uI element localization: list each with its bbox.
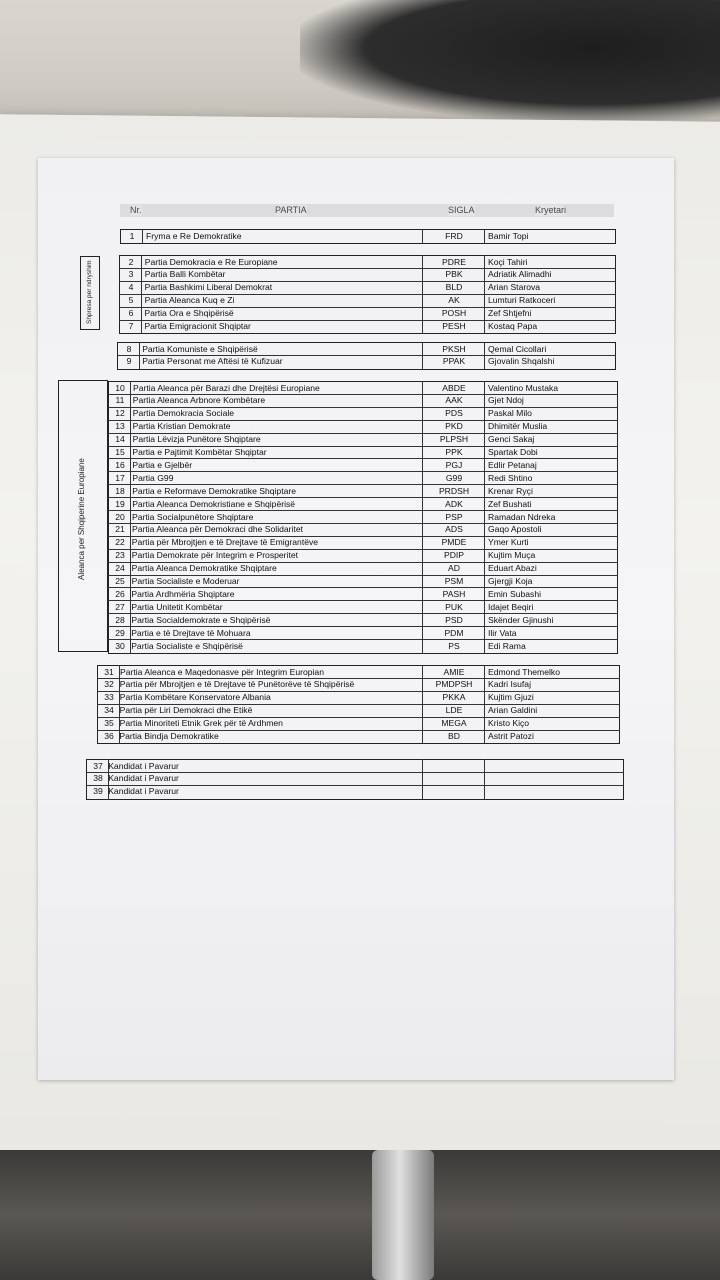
table-row [0, 691, 720, 704]
party-name: Kandidat i Pavarur [108, 773, 179, 784]
party-leader: Ymer Kurti [488, 537, 529, 548]
table-row [0, 627, 720, 640]
party-name: Kandidat i Pavarur [108, 760, 179, 771]
table-row [0, 343, 720, 356]
party-name: Partia G99 [132, 472, 174, 483]
row-divider [108, 613, 618, 614]
party-name: Partia e Pajtimit Kombëtar Shqiptar [132, 447, 267, 457]
party-name: Partia Lëvizja Punëtore Shqiptare [132, 434, 261, 445]
row-number: 3 [128, 269, 134, 280]
party-name: Partia Socialpunëtore Shqiptare [132, 511, 254, 522]
row-number: 31 [104, 666, 114, 677]
party-leader: Ramadan Ndreka [488, 511, 556, 522]
row-divider [108, 562, 618, 563]
table-row [0, 549, 720, 562]
party-leader: Lumturi Ratkoceri [488, 295, 556, 306]
party-leader: Arian Starova [488, 282, 541, 293]
row-divider [108, 433, 618, 434]
row-divider [108, 471, 618, 472]
party-acronym: PASH [442, 588, 466, 599]
row-number: 5 [128, 295, 134, 306]
row-divider [108, 407, 618, 408]
party-acronym: PMDPSH [435, 679, 473, 690]
table-row [0, 575, 720, 588]
party-leader: Genci Sakaj [488, 434, 535, 445]
party-leader: Zef Bushati [488, 498, 532, 509]
party-acronym: ABDE [442, 382, 466, 393]
row-number: 21 [115, 524, 125, 535]
party-name: Partia për Mbrojtjen e të Drejtave të Punëtorëve të Shqipërisë [119, 679, 355, 690]
party-leader: Arian Galdini [488, 705, 538, 716]
row-divider [119, 281, 616, 282]
row-number: 28 [115, 614, 125, 625]
row-divider [108, 446, 618, 447]
party-leader: Edi Rama [488, 640, 526, 651]
party-acronym: MEGA [441, 718, 467, 729]
party-acronym: POSH [441, 308, 467, 319]
row-number: 20 [115, 511, 125, 522]
party-name: Partia Socialiste e Moderuar [131, 576, 240, 586]
row-number: 34 [104, 705, 114, 716]
party-leader: Edmond Themelko [488, 666, 560, 677]
row-number: 24 [115, 563, 125, 574]
table-row [0, 407, 720, 420]
party-acronym: PDS [445, 408, 463, 419]
party-leader: Bamir Topi [488, 230, 529, 241]
row-divider [108, 484, 618, 485]
party-name: Partia Aleanca Demokristiane e Shqipërisë [132, 498, 296, 509]
row-number: 32 [104, 679, 114, 690]
table-row [0, 382, 720, 395]
row-number: 23 [115, 550, 125, 561]
party-acronym: PKD [445, 421, 463, 432]
party-name: Partia e Reformave Demokratike Shqiptare [132, 485, 297, 496]
row-divider [108, 510, 618, 511]
row-number: 37 [93, 760, 103, 771]
party-acronym: BLD [445, 282, 463, 293]
party-name: Partia Kombëtare Konservatore Albania [119, 692, 271, 703]
table-row [0, 485, 720, 498]
row-divider [119, 320, 616, 321]
table-row [0, 678, 720, 691]
party-name: Partia Kristian Demokrate [132, 421, 231, 432]
party-acronym: PGJ [445, 459, 463, 470]
table-row [0, 588, 720, 601]
party-leader: Koçi Tahiri [488, 256, 528, 267]
table-row [0, 355, 720, 368]
party-acronym: AAK [445, 395, 463, 406]
table-row [0, 498, 720, 511]
party-acronym: AD [448, 563, 460, 574]
row-divider [108, 458, 618, 459]
party-name: Partia Demokracia Sociale [132, 408, 235, 419]
table-row [0, 230, 720, 243]
party-leader: Qemal Cicollari [488, 343, 547, 354]
party-leader: Kujtim Muça [488, 550, 536, 561]
row-number: 8 [126, 343, 132, 354]
row-number: 33 [104, 692, 114, 703]
table-row [0, 772, 720, 785]
party-acronym: PS [448, 640, 460, 651]
party-acronym: PSD [445, 614, 463, 625]
party-leader: Edlir Petanaj [488, 459, 537, 470]
party-leader: Gjergji Koja [488, 576, 533, 586]
row-number: 38 [93, 773, 103, 784]
table-row [0, 307, 720, 320]
party-leader: Dhimitër Muslia [488, 421, 548, 432]
row-divider [108, 587, 618, 588]
row-divider [117, 355, 616, 356]
party-acronym: G99 [445, 472, 463, 483]
party-name: Partia e të Drejtave të Mohuara [131, 627, 251, 638]
background-object [300, 0, 720, 120]
row-divider [86, 772, 624, 773]
party-name: Partia Balli Kombëtar [144, 269, 226, 280]
party-acronym: PDRE [442, 256, 466, 267]
row-number: 18 [115, 485, 125, 496]
table-row [0, 446, 720, 459]
header-kryetari: Kryetari [535, 205, 567, 215]
party-leader: Emin Subashi [488, 588, 542, 599]
party-leader: Spartak Dobi [488, 447, 538, 457]
party-name: Partia Socialdemokrate e Shqipërisë [131, 614, 271, 625]
row-number: 17 [115, 472, 125, 483]
row-number: 19 [115, 498, 125, 509]
party-name: Partia Emigracionit Shqiptar [144, 321, 251, 331]
party-leader: Eduart Abazi [488, 563, 537, 574]
party-name: Partia Ardhmëria Shqiptare [131, 588, 235, 599]
party-acronym: PPAK [442, 356, 466, 367]
party-acronym: FRD [445, 230, 463, 241]
party-name: Partia Aleanca për Demokraci dhe Solidaritet [132, 524, 304, 535]
row-divider [108, 536, 618, 537]
party-leader: Paskal Milo [488, 408, 532, 419]
party-acronym: PBK [445, 269, 463, 280]
row-number: 11 [115, 395, 125, 406]
party-name: Partia Aleanca e Maqedonasve për Integrim Europian [120, 666, 324, 677]
party-name: Partia Aleanca Kuq e Zi [144, 295, 235, 306]
row-divider [119, 294, 616, 295]
table-row [0, 601, 720, 614]
party-acronym: PKKA [442, 692, 466, 703]
table-row [0, 562, 720, 575]
table-row [0, 704, 720, 717]
party-name: Partia Aleanca Arbnore Kombëtare [132, 395, 266, 406]
table-row [0, 459, 720, 472]
table-row [0, 433, 720, 446]
party-acronym: AK [448, 295, 460, 306]
party-leader: Valentino Mustaka [488, 382, 559, 393]
row-divider [97, 730, 620, 731]
table-row [0, 730, 720, 743]
row-divider [108, 497, 618, 498]
table-row [0, 294, 720, 307]
party-name: Kandidat i Pavarur [108, 786, 179, 797]
party-name: Partia Aleanca Demokratike Shqiptare [131, 563, 277, 574]
party-name: Partia e Gjelbër [132, 459, 193, 470]
row-number: 26 [115, 588, 125, 599]
party-name: Partia Unitetit Kombëtar [131, 601, 223, 612]
row-divider [108, 523, 618, 524]
party-acronym: PLPSH [439, 434, 469, 445]
row-divider [119, 268, 616, 269]
party-acronym: AMIE [443, 666, 465, 677]
row-divider [108, 549, 618, 550]
row-number: 35 [104, 718, 114, 729]
row-number: 36 [104, 731, 114, 741]
table-row [0, 614, 720, 627]
row-divider [119, 307, 616, 308]
row-number: 25 [115, 576, 125, 586]
party-leader: Krenar Ryçi [488, 485, 533, 496]
party-acronym: PMDE [441, 537, 467, 548]
row-number: 10 [115, 382, 125, 393]
party-name: Partia Minoriteti Etnik Grek për të Ardhmen [119, 718, 283, 729]
table-row [0, 536, 720, 549]
table-row [0, 420, 720, 433]
party-name: Fryma e Re Demokratike [146, 230, 242, 241]
row-divider [97, 704, 620, 705]
party-name: Partia për Mbrojtjen e të Drejtave të Emigrantëve [131, 537, 319, 548]
party-acronym: LDE [445, 705, 463, 716]
row-number: 6 [128, 308, 134, 319]
party-leader: Astrit Patozi [488, 731, 534, 741]
row-divider [108, 394, 618, 395]
row-number: 39 [93, 786, 103, 797]
party-name: Partia Personat me Aftësi të Kufizuar [142, 356, 283, 367]
row-number: 4 [128, 282, 134, 293]
coalition-label-main: Aleanca per Shqiperine Europiane [77, 458, 86, 580]
row-number: 1 [129, 230, 135, 241]
party-acronym: PSM [444, 576, 464, 586]
row-number: 13 [115, 421, 125, 432]
row-divider [86, 785, 624, 786]
row-divider [108, 600, 618, 601]
party-leader: Zef Shtjefni [488, 308, 532, 319]
table-row [0, 472, 720, 485]
chair-leg [372, 1150, 434, 1280]
row-number: 9 [126, 356, 132, 367]
row-number: 15 [115, 447, 125, 457]
row-number: 7 [128, 321, 134, 331]
party-acronym: ADK [445, 498, 463, 509]
table-row [0, 281, 720, 294]
party-name: Partia Komuniste e Shqipërisë [142, 343, 258, 354]
row-divider [97, 717, 620, 718]
party-acronym: PESH [442, 321, 466, 331]
table-row [0, 511, 720, 524]
row-divider [108, 420, 618, 421]
party-leader: Gjovalin Shqalshi [488, 356, 555, 367]
party-acronym: BD [448, 731, 460, 741]
party-leader: Gaqo Apostoli [488, 524, 542, 535]
party-acronym: PKSH [442, 343, 466, 354]
row-divider [108, 626, 618, 627]
table-row [0, 256, 720, 269]
table-row [0, 717, 720, 730]
party-acronym: PDM [444, 627, 464, 638]
row-number: 27 [115, 601, 125, 612]
party-name: Partia Demokrate për Integrim e Prosperitet [131, 550, 299, 561]
party-leader: Kadri Isufaj [488, 679, 531, 690]
row-divider [97, 678, 620, 679]
row-number: 30 [115, 640, 125, 651]
table-row [0, 268, 720, 281]
party-acronym: PPK [445, 447, 463, 457]
party-leader: Adriatik Alimadhi [488, 269, 552, 280]
coalition-label-upper: Shpresa per ndryshim [86, 260, 93, 324]
row-number: 22 [115, 537, 125, 548]
party-name: Partia Socialiste e Shqipërisë [131, 640, 243, 651]
table-row [0, 523, 720, 536]
header-sigla: SIGLA [448, 205, 475, 215]
party-acronym: PRDSH [438, 485, 470, 496]
row-divider [108, 639, 618, 640]
row-number: 12 [115, 408, 125, 419]
row-divider [108, 575, 618, 576]
table-row [0, 666, 720, 679]
row-number: 16 [115, 459, 125, 470]
table-row [0, 640, 720, 653]
party-acronym: PSP [445, 511, 463, 522]
row-number: 14 [115, 434, 125, 445]
party-name: Partia Bashkimi Liberal Demokrat [144, 282, 273, 293]
row-number: 2 [128, 256, 134, 267]
party-leader: Redi Shtino [488, 472, 533, 483]
row-divider [97, 691, 620, 692]
header-partia: PARTIA [275, 205, 307, 215]
party-leader: Gjet Ndoj [488, 395, 524, 406]
party-leader: Ilir Vata [488, 627, 517, 638]
party-acronym: ADS [445, 524, 463, 535]
row-number: 29 [115, 627, 125, 638]
party-name: Partia Demokracia e Re Europiane [144, 256, 278, 267]
party-name: Partia për Liri Demokraci dhe Etikë [119, 705, 253, 716]
table-row [0, 320, 720, 333]
party-leader: Kujtim Gjuzi [488, 692, 534, 703]
party-name: Partia Aleanca për Barazi dhe Drejtësi Europiane [133, 382, 320, 393]
party-acronym: PDIP [443, 550, 465, 561]
party-leader: Kostaq Papa [488, 321, 538, 331]
party-acronym: PUK [445, 601, 463, 612]
party-leader: Skënder Gjinushi [488, 614, 554, 625]
party-leader: Kristo Kiço [488, 718, 530, 729]
party-name: Partia Ora e Shqipërisë [144, 308, 234, 319]
party-leader: Idajet Beqiri [488, 601, 534, 612]
party-name: Partia Bindja Demokratike [119, 731, 219, 741]
table-row [0, 785, 720, 798]
floor [0, 1150, 720, 1280]
table-row [0, 394, 720, 407]
table-row [0, 760, 720, 773]
header-nr: Nr. [130, 205, 142, 215]
